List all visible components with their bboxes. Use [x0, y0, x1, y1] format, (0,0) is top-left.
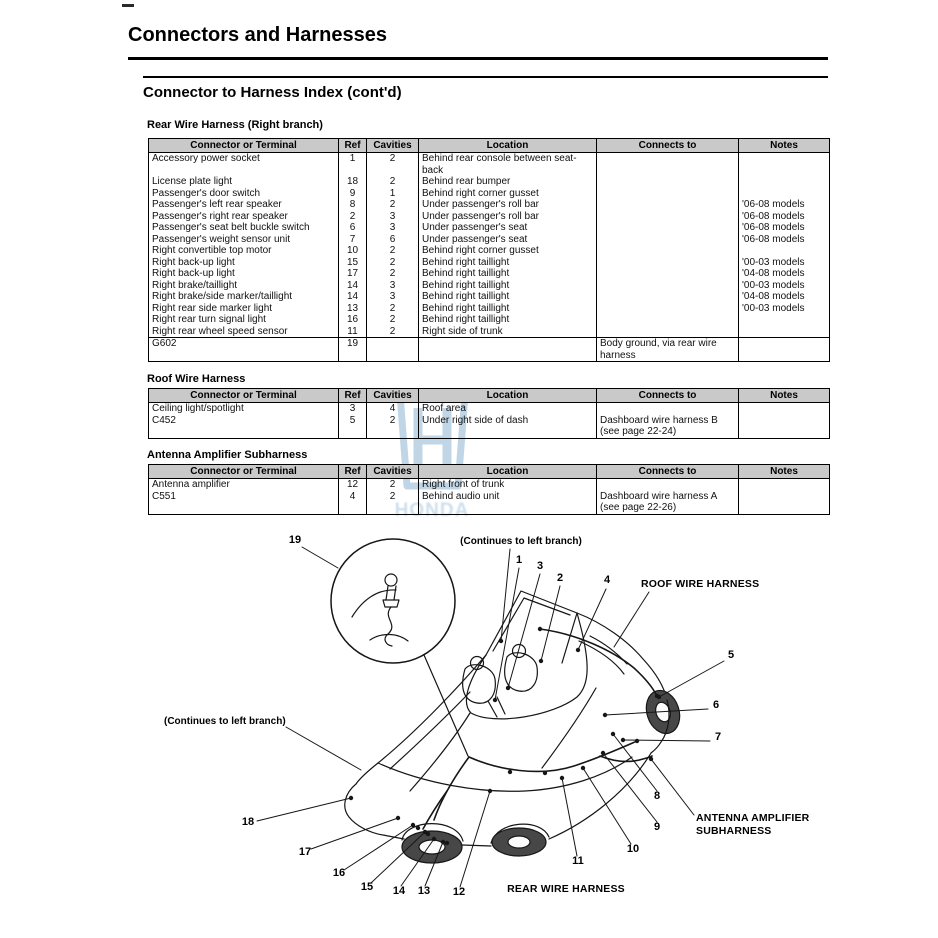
cell-connector-or-terminal: Passenger's weight sensor unit	[149, 234, 339, 246]
cell-ref: 15	[339, 257, 367, 269]
table-row	[149, 245, 830, 257]
table-row	[149, 199, 830, 211]
cell-ref: 6	[339, 222, 367, 234]
cell-location: Behind right taillight	[419, 257, 597, 269]
table-row	[149, 176, 830, 188]
ground-row	[149, 338, 830, 362]
cell-location: Under passenger's seat	[419, 234, 597, 246]
callout-13: 13	[417, 885, 431, 897]
cell-ref: 1	[339, 153, 367, 177]
cell-connects-to	[597, 314, 739, 326]
cell-ref: 4	[339, 491, 367, 515]
cell-ref: 17	[339, 268, 367, 280]
harness-routing	[423, 629, 657, 829]
cell-notes	[739, 314, 830, 326]
header-connector-or-terminal: Connector or Terminal	[149, 139, 339, 153]
dash-edge	[579, 641, 624, 674]
callout-6: 6	[712, 699, 720, 711]
cell-ref: 16	[339, 314, 367, 326]
header-cavities: Cavities	[367, 139, 419, 153]
cell-cavities: 2	[367, 303, 419, 315]
cell-location: Behind audio unit	[419, 491, 597, 515]
cell-connects-to	[597, 303, 739, 315]
table-row	[149, 234, 830, 246]
cell-cavities: 6	[367, 234, 419, 246]
leader-1	[495, 568, 519, 700]
cell-connects-to	[597, 188, 739, 200]
label-continues-left-branch-left: (Continues to left branch)	[164, 716, 286, 727]
cell-notes	[739, 188, 830, 200]
header-connects-to: Connects to	[597, 139, 739, 153]
callout-10: 10	[626, 843, 640, 855]
cell-ref: 18	[339, 176, 367, 188]
cell-cavities: 2	[367, 415, 419, 439]
cell-connector-or-terminal: Right brake/taillight	[149, 280, 339, 292]
cell-cavities: 2	[367, 491, 419, 515]
label-rear-wire-harness: REAR WIRE HARNESS	[507, 883, 625, 895]
label-antenna-amplifier-subharness-line2: SUBHARNESS	[696, 825, 772, 837]
cell-cavities	[367, 338, 419, 362]
label-antenna-amplifier-subharness-line1: ANTENNA AMPLIFIER	[696, 812, 810, 824]
cell-location: Roof area	[419, 403, 597, 415]
cell-location: Behind right corner gusset	[419, 188, 597, 200]
table-header-row	[149, 139, 830, 153]
cell-location: Under right side of dash	[419, 415, 597, 439]
inset-circle	[331, 539, 455, 663]
callout-11: 11	[572, 855, 584, 867]
table-row	[149, 326, 830, 338]
cell-connector-or-terminal: Right back-up light	[149, 268, 339, 280]
cell-notes: '06-08 models	[739, 222, 830, 234]
cell-cavities: 2	[367, 479, 419, 491]
cell-connector-or-terminal: Ceiling light/spotlight	[149, 403, 339, 415]
seat-right	[505, 653, 538, 692]
cell-cavities: 3	[367, 211, 419, 223]
cell-cavities: 2	[367, 245, 419, 257]
antenna-amplifier-subharness-table	[148, 464, 830, 515]
rear-wire-harness-line	[469, 741, 637, 771]
cell-cavities: 2	[367, 176, 419, 188]
cell-connector-or-terminal: Antenna amplifier	[149, 479, 339, 491]
cell-connects-to	[597, 222, 739, 234]
cell-ref: 8	[339, 199, 367, 211]
callout-3: 3	[536, 560, 544, 572]
header-location: Location	[419, 139, 597, 153]
cell-connector-or-terminal: G602	[149, 338, 339, 362]
leader-12	[460, 791, 490, 887]
cell-connector-or-terminal: Right rear side marker light	[149, 303, 339, 315]
cell-location: Behind right taillight	[419, 268, 597, 280]
cell-cavities: 2	[367, 199, 419, 211]
leader-5	[659, 661, 724, 697]
cell-connects-to	[597, 211, 739, 223]
cell-connects-to	[597, 176, 739, 188]
cell-location: Right side of trunk	[419, 326, 597, 338]
callout-5: 5	[727, 649, 735, 661]
leader-11	[562, 778, 577, 856]
cell-ref: 7	[339, 234, 367, 246]
cell-connector-or-terminal: Passenger's seat belt buckle switch	[149, 222, 339, 234]
callout-1: 1	[515, 554, 523, 566]
cell-notes	[739, 415, 830, 439]
cell-cavities: 2	[367, 257, 419, 269]
cell-location: Behind right taillight	[419, 303, 597, 315]
cell-connects-to: Dashboard wire harness B (see page 22-24)	[597, 415, 739, 439]
cell-ref: 5	[339, 415, 367, 439]
cell-cavities: 2	[367, 153, 419, 177]
cell-ref: 9	[339, 188, 367, 200]
leader-2	[541, 586, 560, 661]
callout-17: 17	[298, 846, 312, 858]
callout-18: 18	[241, 816, 255, 828]
cell-ref: 19	[339, 338, 367, 362]
cell-notes	[739, 491, 830, 515]
table-row	[149, 153, 830, 177]
cell-ref: 13	[339, 303, 367, 315]
cell-connects-to: Body ground, via rear wire harness	[597, 338, 739, 362]
cell-connector-or-terminal: Right back-up light	[149, 257, 339, 269]
table-row	[149, 403, 830, 415]
cell-connector-or-terminal: C551	[149, 491, 339, 515]
cell-connector-or-terminal: Right rear wheel speed sensor	[149, 326, 339, 338]
callout-7: 7	[714, 731, 722, 743]
leader-continues-left	[286, 727, 361, 770]
header-connector-or-terminal: Connector or Terminal	[149, 389, 339, 403]
cell-ref: 12	[339, 479, 367, 491]
header-notes: Notes	[739, 465, 830, 479]
cell-connects-to	[597, 268, 739, 280]
roof-wire-harness-table	[148, 388, 830, 439]
cell-notes: '00-03 models	[739, 280, 830, 292]
cell-connector-or-terminal: Right rear turn signal light	[149, 314, 339, 326]
seat-left	[463, 665, 496, 704]
cell-location	[419, 338, 597, 362]
table-row	[149, 303, 830, 315]
cell-connects-to	[597, 403, 739, 415]
callout-15: 15	[360, 881, 374, 893]
cell-location: Behind right taillight	[419, 314, 597, 326]
cell-location: Under passenger's roll bar	[419, 211, 597, 223]
header-ref: Ref	[339, 389, 367, 403]
cell-ref: 14	[339, 280, 367, 292]
cell-ref: 10	[339, 245, 367, 257]
cell-connects-to	[597, 291, 739, 303]
table-row	[149, 268, 830, 280]
cell-connects-to	[597, 280, 739, 292]
table-header-row	[149, 465, 830, 479]
callout-14: 14	[392, 885, 406, 897]
windshield-frame	[486, 591, 577, 663]
cell-cavities: 2	[367, 314, 419, 326]
diagram-texts	[164, 534, 810, 898]
cell-notes: '06-08 models	[739, 199, 830, 211]
ground-detail-inset	[331, 539, 468, 756]
cell-connects-to	[597, 234, 739, 246]
table-row	[149, 291, 830, 303]
header-notes: Notes	[739, 389, 830, 403]
callout-12: 12	[452, 886, 466, 898]
title-rule	[128, 57, 828, 60]
cell-notes: '04-08 models	[739, 268, 830, 280]
cell-notes	[739, 338, 830, 362]
label-roof-wire-harness: ROOF WIRE HARNESS	[641, 578, 760, 590]
callout-8: 8	[653, 790, 661, 802]
page-tick-mark	[122, 4, 134, 7]
rear-bumper	[345, 784, 404, 839]
cell-location: Behind right taillight	[419, 291, 597, 303]
cell-connector-or-terminal: Right convertible top motor	[149, 245, 339, 257]
leader-4	[578, 589, 606, 650]
callout-9: 9	[653, 821, 661, 833]
section-subtitle: Connector to Harness Index (cont'd)	[143, 84, 402, 101]
ground-bolt-drawing	[352, 574, 408, 646]
header-connects-to: Connects to	[597, 465, 739, 479]
header-connects-to: Connects to	[597, 389, 739, 403]
cell-notes	[739, 403, 830, 415]
callout-16: 16	[332, 867, 346, 879]
cell-connector-or-terminal: Accessory power socket	[149, 153, 339, 177]
cell-cavities: 2	[367, 326, 419, 338]
cell-connects-to	[597, 245, 739, 257]
cell-connects-to: Dashboard wire harness A (see page 22-26)	[597, 491, 739, 515]
leader-roof-label	[614, 592, 649, 647]
cell-location: Under passenger's seat	[419, 222, 597, 234]
cell-notes	[739, 479, 830, 491]
leader-antenna-label	[651, 759, 694, 815]
header-location: Location	[419, 465, 597, 479]
cell-connector-or-terminal: License plate light	[149, 176, 339, 188]
callout-4: 4	[603, 574, 611, 586]
honda-wordmark: HONDA	[394, 500, 470, 521]
cell-cavities: 3	[367, 222, 419, 234]
cell-notes	[739, 245, 830, 257]
cell-notes	[739, 153, 830, 177]
cell-connects-to	[597, 257, 739, 269]
table-row	[149, 257, 830, 269]
page-title: Connectors and Harnesses	[128, 24, 387, 46]
cell-notes: '00-03 models	[739, 257, 830, 269]
table-row	[149, 188, 830, 200]
cell-ref: 3	[339, 403, 367, 415]
cell-notes: '06-08 models	[739, 234, 830, 246]
callout-19: 19	[288, 534, 302, 546]
cell-connector-or-terminal: Passenger's right rear speaker	[149, 211, 339, 223]
cell-connects-to	[597, 326, 739, 338]
cell-ref: 14	[339, 291, 367, 303]
cell-cavities: 3	[367, 291, 419, 303]
cell-connector-or-terminal: Passenger's left rear speaker	[149, 199, 339, 211]
cell-location: Under passenger's roll bar	[419, 199, 597, 211]
cell-connector-or-terminal: Right brake/side marker/taillight	[149, 291, 339, 303]
table-row	[149, 280, 830, 292]
cell-ref: 11	[339, 326, 367, 338]
rear-wire-harness-table	[148, 138, 830, 362]
table-caption-roof-wire-harness: Roof Wire Harness	[147, 373, 246, 385]
cell-connector-or-terminal: C452	[149, 415, 339, 439]
header-notes: Notes	[739, 139, 830, 153]
header-cavities: Cavities	[367, 389, 419, 403]
cell-cavities: 3	[367, 280, 419, 292]
header-connector-or-terminal: Connector or Terminal	[149, 465, 339, 479]
leader-3	[508, 574, 540, 688]
cell-notes	[739, 326, 830, 338]
table-caption-antenna-amplifier-subharness: Antenna Amplifier Subharness	[147, 449, 308, 461]
cell-connects-to	[597, 479, 739, 491]
cell-notes: '00-03 models	[739, 303, 830, 315]
header-location: Location	[419, 389, 597, 403]
header-ref: Ref	[339, 465, 367, 479]
cell-location: Behind rear console between seat-back	[419, 153, 597, 177]
leader-19	[302, 547, 338, 568]
cell-cavities: 2	[367, 268, 419, 280]
roof-wire-harness-line	[540, 629, 657, 696]
cell-connector-or-terminal: Passenger's door switch	[149, 188, 339, 200]
cell-connects-to	[597, 199, 739, 211]
subtitle-rule	[143, 76, 828, 78]
cell-location: Behind right taillight	[419, 280, 597, 292]
table-row	[149, 222, 830, 234]
table-row	[149, 479, 830, 491]
header-ref: Ref	[339, 139, 367, 153]
table-row	[149, 491, 830, 515]
cell-ref: 2	[339, 211, 367, 223]
table-row	[149, 211, 830, 223]
cell-connects-to	[597, 153, 739, 177]
car-harness-diagram	[125, 515, 840, 938]
cell-location: Behind right corner gusset	[419, 245, 597, 257]
header-cavities: Cavities	[367, 465, 419, 479]
leader-18	[257, 798, 351, 821]
cell-location: Behind rear bumper	[419, 176, 597, 188]
table-caption-rear-wire-harness: Rear Wire Harness (Right branch)	[147, 119, 323, 131]
cell-notes: '06-08 models	[739, 211, 830, 223]
table-row	[149, 314, 830, 326]
cell-cavities: 4	[367, 403, 419, 415]
table-header-row	[149, 389, 830, 403]
cell-notes: '04-08 models	[739, 291, 830, 303]
table-row	[149, 415, 830, 439]
cell-notes	[739, 176, 830, 188]
car-illustration	[345, 591, 685, 863]
cell-cavities: 1	[367, 188, 419, 200]
callout-2: 2	[556, 572, 564, 584]
label-continues-left-branch-top: (Continues to left branch)	[460, 536, 582, 547]
cell-location: Right front of trunk	[419, 479, 597, 491]
